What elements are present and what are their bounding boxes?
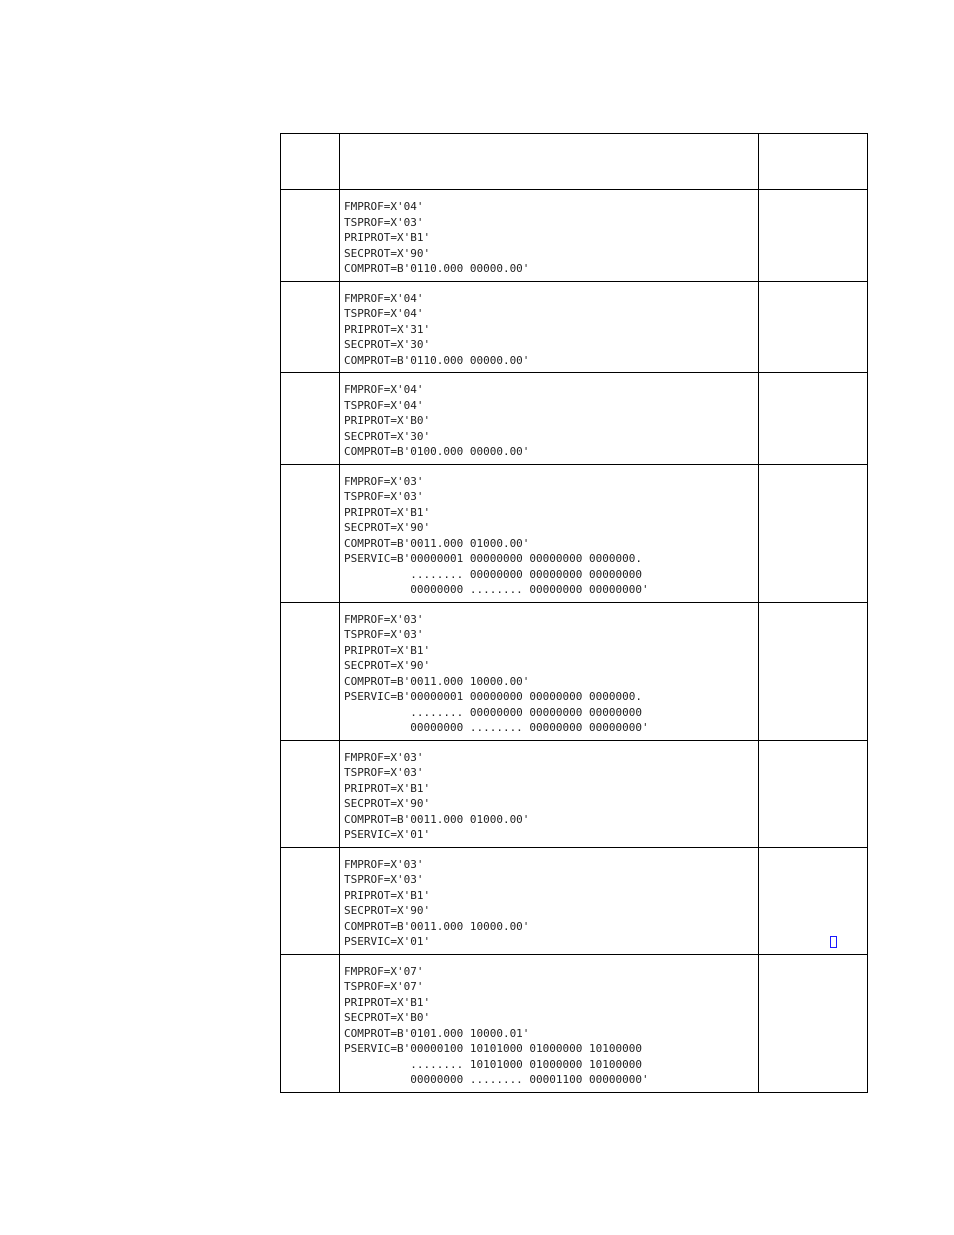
logmode-name-cell [281, 190, 340, 282]
logmode-notes-cell [759, 954, 868, 1092]
logmode-name-cell [281, 281, 340, 373]
table-row [281, 847, 868, 954]
logmode-parameters-cell [340, 464, 759, 602]
logmode-parameters-cell [340, 847, 759, 954]
header-cell-name [281, 134, 340, 190]
logmode-name-cell [281, 954, 340, 1092]
table-row [281, 190, 868, 282]
logmode-parameters-cell [340, 281, 759, 373]
logmode-notes-cell [759, 190, 868, 282]
revision-marker-icon [830, 936, 837, 948]
logmode-notes-cell [759, 464, 868, 602]
logmode-parameters: FMPROF=X'03' TSPROF=X'03' PRIPROT=X'B1' SECPROT=X'90' COMPROT=B'0011.000 01000.00' PSERVIC=X'01' [344, 750, 530, 841]
logmode-name-cell [281, 740, 340, 847]
logmode-parameters: FMPROF=X'04' TSPROF=X'04' PRIPROT=X'31' SECPROT=X'30' COMPROT=B'0110.000 00000.00' [344, 291, 530, 367]
logmode-table [280, 133, 868, 1093]
logmode-parameters: FMPROF=X'07' TSPROF=X'07' PRIPROT=X'B1' SECPROT=X'B0' COMPROT=B'0101.000 10000.01' PSERVIC=B'00000100 10101000 01000000 10100000 ........ 10101000 01000000 10100000 00000000 ........ 00001100 00000000' [344, 964, 649, 1086]
logmode-parameters-cell [340, 190, 759, 282]
logmode-parameters-cell [340, 602, 759, 740]
logmode-name-cell [281, 602, 340, 740]
table-row [281, 281, 868, 373]
header-cell-notes [759, 134, 868, 190]
logmode-parameters: FMPROF=X'03' TSPROF=X'03' PRIPROT=X'B1' SECPROT=X'90' COMPROT=B'0011.000 01000.00' PSERVIC=B'00000001 00000000 00000000 0000000. ........ 00000000 00000000 00000000 00000000 ........ 00000000 00000000' [344, 474, 649, 596]
logmode-notes-cell [759, 281, 868, 373]
logmode-parameters: FMPROF=X'04' TSPROF=X'03' PRIPROT=X'B1' SECPROT=X'90' COMPROT=B'0110.000 00000.00' [344, 200, 530, 275]
header-cell-parameters [340, 134, 759, 190]
table-row [281, 954, 868, 1092]
logmode-name-cell [281, 847, 340, 954]
logmode-name-cell [281, 464, 340, 602]
table-row [281, 740, 868, 847]
logmode-notes-cell [759, 847, 868, 954]
logmode-parameters: FMPROF=X'03' TSPROF=X'03' PRIPROT=X'B1' SECPROT=X'90' COMPROT=B'0011.000 10000.00' PSERVIC=B'00000001 00000000 00000000 0000000. ........ 00000000 00000000 00000000 00000000 ........ 00000000 00000000' [344, 612, 649, 734]
logmode-parameters-cell [340, 740, 759, 847]
table-row [281, 464, 868, 602]
table-header-row [281, 134, 868, 190]
logmode-parameters-cell [340, 954, 759, 1092]
table-row [281, 373, 868, 465]
logmode-notes-cell [759, 602, 868, 740]
table-row [281, 602, 868, 740]
logmode-parameters-cell [340, 373, 759, 465]
logmode-parameters: FMPROF=X'03' TSPROF=X'03' PRIPROT=X'B1' SECPROT=X'90' COMPROT=B'0011.000 10000.00' PSERVIC=X'01' [344, 857, 530, 948]
logmode-notes-cell [759, 373, 868, 465]
logmode-name-cell [281, 373, 340, 465]
logmode-notes-cell [759, 740, 868, 847]
logmode-parameters: FMPROF=X'04' TSPROF=X'04' PRIPROT=X'B0' SECPROT=X'30' COMPROT=B'0100.000 00000.00' [344, 383, 530, 458]
